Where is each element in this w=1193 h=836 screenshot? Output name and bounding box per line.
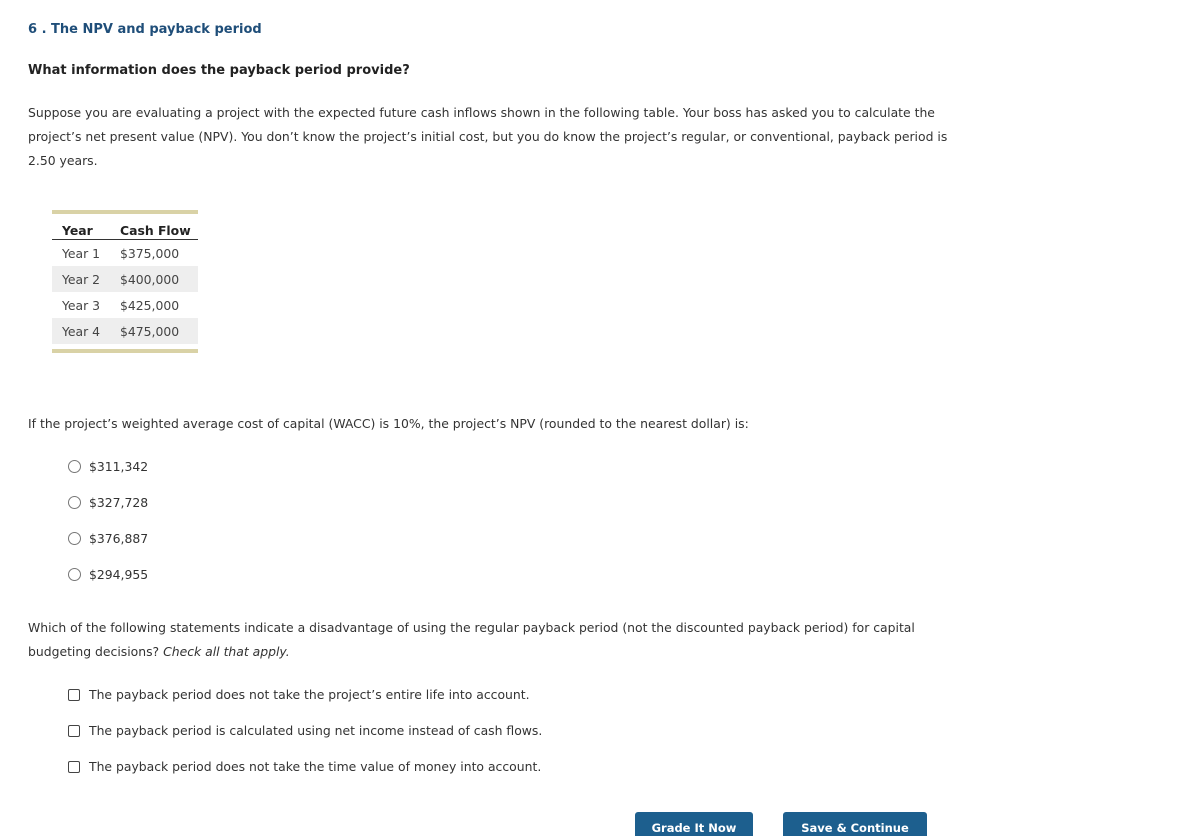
table-bottom-bar [52, 349, 198, 353]
cell-cash-flow: $375,000 [120, 245, 180, 261]
question-title: 6 . The NPV and payback period [28, 22, 262, 37]
radio-button[interactable] [68, 460, 81, 473]
checkbox[interactable] [68, 761, 80, 773]
cell-year: Year 4 [52, 318, 120, 344]
npv-option[interactable] [68, 459, 148, 474]
header-year: Year [52, 214, 120, 240]
checkbox[interactable] [68, 689, 80, 701]
option-label: The payback period is calculated using net income instead of cash flows. [89, 723, 543, 738]
table-row [52, 266, 198, 292]
option-label: $311,342 [89, 459, 149, 474]
header-cash-flow: Cash Flow [120, 214, 198, 240]
cell-cash-flow: $425,000 [120, 297, 180, 313]
disadvantage-option[interactable] [68, 723, 542, 738]
cell-year: Year 2 [52, 266, 120, 292]
option-label: The payback period does not take the time value of money into account. [89, 759, 542, 774]
table-row [52, 318, 198, 344]
option-label: The payback period does not take the project’s entire life into account. [89, 687, 530, 702]
checkbox[interactable] [68, 725, 80, 737]
disadvantage-question [28, 616, 928, 664]
npv-option[interactable] [68, 567, 148, 582]
table-row [52, 240, 198, 267]
disadvantage-hint: Check all that apply. [163, 644, 290, 659]
cell-year: Year 1 [62, 245, 101, 261]
option-label: $376,887 [89, 531, 149, 546]
cell-year: Year 3 [62, 297, 101, 313]
radio-button[interactable] [68, 532, 81, 545]
option-label: $327,728 [89, 495, 149, 510]
disadvantage-question-text: Which of the following statements indicate a disadvantage of using the regular payback period (not the discounted payback period) for capital budgeting decisions? [28, 620, 915, 659]
save-continue-button[interactable]: Save & Continue [783, 812, 927, 836]
disadvantage-option[interactable] [68, 687, 530, 702]
npv-question: If the project’s weighted average cost of capital (WACC) is 10%, the project’s NPV (rounded to the nearest dollar) is: [28, 416, 749, 431]
npv-option[interactable] [68, 531, 148, 546]
cell-cash-flow: $475,000 [120, 318, 198, 344]
disadvantage-option[interactable] [68, 759, 541, 774]
cash-flow-table [52, 210, 198, 353]
radio-button[interactable] [68, 568, 81, 581]
option-label: $294,955 [89, 567, 149, 582]
radio-button[interactable] [68, 496, 81, 509]
npv-option[interactable] [68, 495, 148, 510]
cell-cash-flow: $400,000 [120, 266, 198, 292]
table-row [52, 292, 198, 318]
grade-it-now-button[interactable]: Grade It Now [635, 812, 753, 836]
section-question: What information does the payback period provide? [28, 63, 410, 78]
intro-paragraph: Suppose you are evaluating a project with the expected future cash inflows shown in the following table. Your boss has asked you to calculate the project’s net present value (NPV). You don’t know the project’s initial cost, but you do know the project’s regular, or conventional, payback period is 2.50 years. [28, 105, 948, 168]
